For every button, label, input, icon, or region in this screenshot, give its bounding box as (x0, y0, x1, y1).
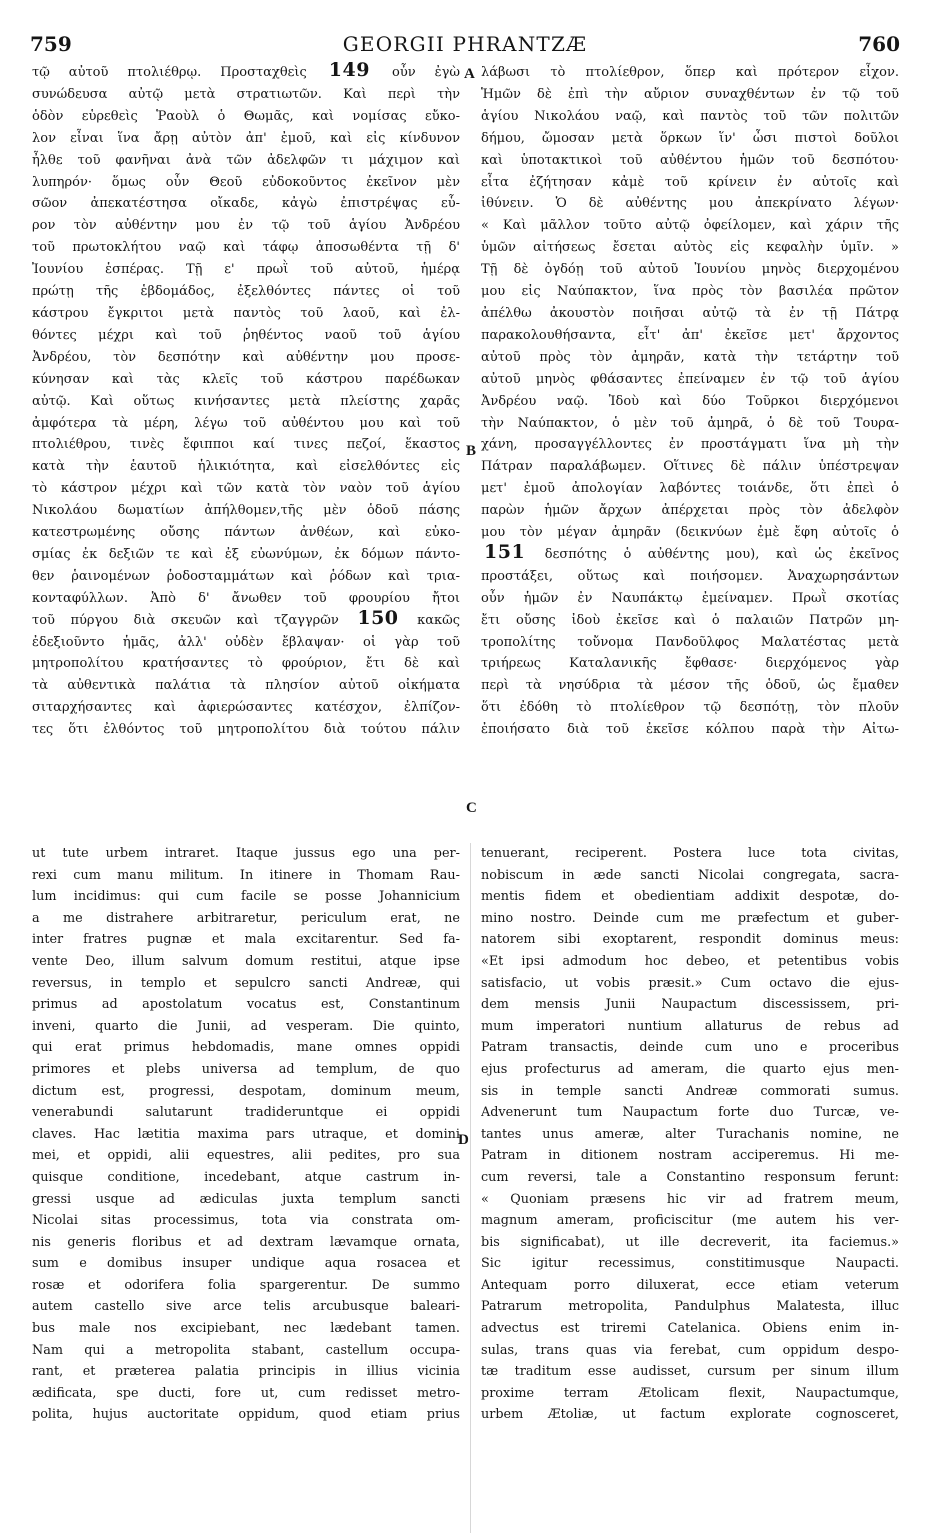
text-line: πτολιέθρου, τινὲς ἔφιπποι καί τινες πεζοί, ἕκαστος (32, 437, 460, 453)
text-line: urbem Ætoliæ, ut factum explorate cognosceret, (481, 1407, 899, 1423)
text-line: τοῦ πρωτοκλήτου ναῷ καὶ τάφῳ ἀποσωθέντα τῇ δ' (32, 240, 460, 256)
text-line: λάβωσι τὸ πτολίεθρον, ὅπερ καὶ πρότερον εἶχον. (481, 65, 899, 80)
text-line: rant, et præterea palatia principis in illius vicinia (32, 1364, 460, 1380)
latin-column-right (481, 843, 899, 1533)
text-line: primores et plebs universa ad templum, de quo (32, 1061, 460, 1077)
page-header (30, 32, 900, 58)
text-line: Nicolai sitas processimus, tota via constrata om- (32, 1213, 460, 1229)
text-line: dictum est, progressi, despotam, dominum meum, (32, 1083, 460, 1099)
right-page-number: 760 (858, 32, 900, 56)
text-line: ἀπέλθω ἀκουστὸν ποιῆσαι αὐτῷ τὰ ἐν τῇ Πάτρᾳ (481, 305, 899, 321)
text-line: ut tute urbem intraret. Itaque jussus ego una per- (32, 846, 460, 861)
text-line: Τῇ δὲ ὀγδόῃ τοῦ αὐτοῦ Ἰουνίου μηνὸς διερχομένου (481, 262, 899, 278)
text-line: natorem sibi exoptarent, respondit dominus meus: (481, 932, 899, 948)
text-line: 151 δεσπότης ὁ αὐθέντης μου), καὶ ὡς ἐκεῖνος (481, 544, 899, 566)
text-line: ὅτι ἐδόθη τὸ πτολίεθρον τῷ δεσπότῃ, τὸν πλοῦν (481, 700, 899, 716)
text-line: τροπολίτης τοὔνομα Πανδοῦλφος Μαλατέστας μετὰ (481, 634, 899, 650)
text-line: sis in temple sancti Andreæ commorati sumus. (481, 1083, 899, 1099)
text-line: συνώδευσα αὐτῷ μετὰ στρατιωτῶν. Καὶ περὶ τὴν (32, 86, 460, 102)
text-line: rosæ et odorifera folia spargerentur. De summo (32, 1277, 460, 1293)
latin-column-left (32, 843, 460, 1533)
left-page-number: 759 (30, 32, 72, 56)
text-line: σμίας ἐκ δεξιῶν τε καὶ ἐξ εὐωνύμων, ἐκ δόμων πάντο- (32, 546, 460, 562)
text-line: ædificata, spe ducti, fore ut, cum redisset metro- (32, 1385, 460, 1401)
text-line: τῷ αὐτοῦ πτολιέθρῳ. Προσταχθεὶς 149 οὖν ἐγὼ (32, 62, 460, 81)
text-line: καὶ ὑποτακτικοὶ τοῦ αὐθέντου ἡμῶν τοῦ δεσπότου· (481, 152, 899, 168)
text-line: σῶον ἀπεκατέστησα οἴκαδε, κἀγὼ ἐπιστρέψας εὗ- (32, 196, 460, 212)
text-line: tæ traditum esse audisset, cursum per sinum illum (481, 1364, 899, 1380)
margin-marker-b: B (466, 443, 477, 459)
section-number: 150 (357, 606, 399, 629)
text-line: ρον τὸν αὐθέντην μου ἐν τῷ τοῦ ἁγίου Ἀνδρέου (32, 218, 460, 234)
text-line: μητροπολίτου κρατήσαντες τὸ φρούριον, ἔτι δὲ καὶ (32, 656, 460, 672)
text-line: θόντες μέχρι καὶ τοῦ ῥηθέντος ναοῦ τοῦ ἁγίου (32, 327, 460, 343)
text-line: Sic igitur recessimus, constitimusque Naupacti. (481, 1256, 899, 1272)
text-line: nobiscum in æde sancti Nicolai congregata, sacra- (481, 867, 899, 883)
text-line: bis significabat), ut ille decreverit, ita faciemus.» (481, 1234, 899, 1250)
text-line: λυπηρόν· ὅμως οὖν Θεοῦ εὐδοκοῦντος ἐκεῖνον μὲν (32, 174, 460, 190)
text-line: tantes unus ameræ, alter Turachanis nomine, ne (481, 1126, 899, 1142)
text-line: venerabundi salutarunt tradideruntque ei oppidi (32, 1105, 460, 1121)
text-line: προστάξει, οὕτως καὶ ποιήσομεν. Ἀναχωρησάντων (481, 568, 899, 584)
section-number: 151 (484, 540, 526, 563)
text-line: primus ad apostolatum vocatus est, Constantinum (32, 997, 460, 1013)
text-line: gressi usque ad ædiculas juxta templum sancti (32, 1191, 460, 1207)
text-line: « Quoniam præsens hic vir ad fratrem meum, (481, 1191, 899, 1207)
text-line: Nam qui a metropolita stabant, castellum occupa- (32, 1342, 460, 1358)
text-line: μου τὸν μέγαν ἀμηρᾶν (δεικνύων ἐμὲ ἔφη αὐτοῖς ὁ (481, 525, 899, 541)
text-line: mei, et oppidi, alii equestres, alii pedites, pro sua (32, 1148, 460, 1164)
text-line: τριήρεως Καταλανικῆς ἔφθασε· διερχόμενος γὰρ (481, 656, 899, 672)
text-line: λον εἶναι ἵνα ἄρῃ αὐτὸν ἀπ' ἐμοῦ, καὶ εἰς κίνδυνον (32, 130, 460, 146)
text-line: Νικολάου δωματίων ἀπήλθομεν,τῆς μὲν ὁδοῦ πάσης (32, 503, 460, 519)
text-line: αὐτοῦ πρὸς τὸν ἀμηρᾶν, κατὰ τὴν τετάρτην τοῦ (481, 349, 899, 365)
text-line: τὸ κάστρον μέχρι καὶ τῶν κατὰ τὸν ναὸν τοῦ ἁγίου (32, 481, 460, 497)
section-number: 149 (328, 62, 370, 81)
text-line: Patrarum metropolita, Pandulphus Malatesta, illuc (481, 1299, 899, 1315)
text-line: κάστρου ἔγκριτοι μετὰ παντὸς τοῦ λαοῦ, καὶ ἐλ- (32, 305, 460, 321)
margin-marker-c: C (466, 800, 477, 816)
text-line: τὰ αὐθεντικὰ παλάτια τὰ πλησίον αὐτοῦ οἰκήματα (32, 678, 460, 694)
greek-column-left (32, 62, 460, 832)
text-line: a me distrahere arbitraretur, periculum erat, ne (32, 910, 460, 926)
text-line: Patram in ditionem nostram acciperemus. Hi me- (481, 1148, 899, 1164)
text-line: sulas, trans quas via ferebat, cum oppidum despo- (481, 1342, 899, 1358)
text-line: παρακολουθήσαντα, εἶτ' ἀπ' ἐκεῖσε μετ' ἄρχοντος (481, 327, 899, 343)
text-line: θεν ῥαινομένων ῥοδοσταμμάτων καὶ ῥόδων καὶ τρια- (32, 568, 460, 584)
text-line: magnum ameram, proficiscitur (me autem his ver- (481, 1213, 899, 1229)
text-line: μου εἰς Ναύπακτον, ἵνα πρὸς τὸν βασιλέα πρῶτον (481, 284, 899, 300)
text-line: mum imperatori nuntium allaturus de rebus ad (481, 1018, 899, 1034)
margin-marker-a: A (464, 66, 475, 82)
text-line: Ἀνδρέου ναῷ. Ἰδοὺ καὶ δύο Τοῦρκοι διερχόμενοι (481, 393, 899, 409)
text-line: κατεστρωμένης οὔσης πάντων ἀνθέων, καὶ εὐκο- (32, 525, 460, 541)
text-line: dem mensis Junii Naupactum discessissem, pri- (481, 997, 899, 1013)
text-line: τες ὅτι ἐλθόντος τοῦ μητροπολίτου διὰ τούτου πάλιν (32, 722, 460, 738)
text-line: sum e domibus insuper undique aqua rosacea et (32, 1256, 460, 1272)
text-line: ἰθύνειν. Ὁ δὲ αὐθέντης μου ἀπεκρίνατο λέγων· (481, 196, 899, 212)
text-line: « Καὶ μᾶλλον τοῦτο αὐτῷ ὀφείλομεν, καὶ χάριν τῆς (481, 218, 899, 234)
text-line: ἐποιήσατο διὰ τοῦ ἐκεῖσε κόλπου παρὰ τὴν Αἰτω- (481, 722, 899, 738)
text-line: χάνη, προσαγγέλλοντες ἐν προστάγματι ἵνα μὴ τὴν (481, 437, 899, 453)
text-line: bus male nos excipiebant, nec lædebant tamen. (32, 1321, 460, 1337)
text-line: cum reversi, tale a Constantino responsum ferunt: (481, 1169, 899, 1185)
text-line: lum incidimus: qui cum facile se posse Johannicium (32, 889, 460, 905)
text-line: qui erat primus hebdomadis, mane omnes oppidi (32, 1040, 460, 1056)
text-line: ejus profecturus ad ameram, die quarto ejus men- (481, 1061, 899, 1077)
text-line: inveni, quarto die Junii, ad vesperam. Die quinto, (32, 1018, 460, 1034)
text-line: ἐδεξιοῦντο ἡμᾶς, ἀλλ' οὐδὲν ἔβλαψαν· οἱ γὰρ τοῦ (32, 634, 460, 650)
text-line: «Et ipsi admodum hoc debeo, et petentibus vobis (481, 953, 899, 969)
text-line: τὴν Ναύπακτον, ὁ μὲν τοῦ ἀμηρᾶ, ὁ δὲ τοῦ Τουρα- (481, 415, 899, 431)
text-line: αὐτῷ. Καὶ οὕτως κινήσαντες μετὰ πλείστης χαρᾶς (32, 393, 460, 409)
text-line: rexi cum manu militum. In itinere in Thomam Rau- (32, 867, 460, 883)
text-line: mino nostro. Deinde cum me præfectum et guber- (481, 910, 899, 926)
text-line: Advenerunt tum Naupactum forte duo Turcæ, ve- (481, 1105, 899, 1121)
text-line: reversus, in templo et sepulcro sancti Andreæ, qui (32, 975, 460, 991)
text-line: inter fratres pugnæ et mala excitarentur. Sed fa- (32, 932, 460, 948)
text-line: autem castello sive arce telis arcubusque baleari- (32, 1299, 460, 1315)
text-line: tenuerant, reciperent. Postera luce tota civitas, (481, 846, 899, 861)
text-line: vente Deo, illum salvum domum restitui, atque ipse (32, 953, 460, 969)
text-line: Patram transactis, deinde cum uno e proceribus (481, 1040, 899, 1056)
text-line: Antequam porro diluxerat, ecce etiam veterum (481, 1277, 899, 1293)
text-line: κονταφύλλων. Ἀπὸ δ' ἄνωθεν τοῦ φρουρίου ἤτοι (32, 590, 460, 606)
text-line: ἀμφότερα τὰ μέρη, λέγω τοῦ αὐθέντου μου καὶ τοῦ (32, 415, 460, 431)
running-title: GEORGII PHRANTZÆ (342, 32, 588, 56)
text-line: κατὰ τὴν ἑαυτοῦ ἡλικιότητα, καὶ εἰσελθόντες εἰς (32, 459, 460, 475)
text-line: σιταρχήσαντες καὶ ἀφιερώσαντες κατέσχον, ἐλπίζον- (32, 700, 460, 716)
text-line: παρὼν ἡμῶν ἄρχων ἀπέρχεται πρὸς τὸν ἀδελφὸν (481, 503, 899, 519)
text-line: οὖν ἡμῶν ἐν Ναυπάκτῳ ἐμείναμεν. Πρωῒ σκοτίας (481, 590, 899, 606)
text-line: Ἡμῶν δὲ ἐπὶ τὴν αὔριον συναχθέντων ἐν τῷ τοῦ (481, 86, 899, 102)
text-line: εἶτα ἐζήτησαν κἀμὲ τοῦ κρίνειν ἐν αὐτοῖς καὶ (481, 174, 899, 190)
text-line: ὑμῶν αἰτήσεως ἔσεται αὐτὸς εἰς κεφαλὴν ὑμῖν. » (481, 240, 899, 256)
text-line: αὐτοῦ μηνὸς φθάσαντες ἐπείναμεν ἐν τῷ τοῦ ἁγίου (481, 371, 899, 387)
text-line: μετ' ἐμοῦ ἀπολογίαν λαβόντες τοιάνδε, ὅτι ἐπεὶ ὁ (481, 481, 899, 497)
text-line: τοῦ πύργου διὰ σκευῶν καὶ τζαγγρῶν 150 κακῶς (32, 606, 460, 629)
text-line: advectus est triremi Catelanica. Obiens enim in- (481, 1321, 899, 1337)
text-line: polita, hujus auctoritate oppidum, quod etiam prius (32, 1407, 460, 1423)
text-line: satisfacio, ut vobis præsit.» Cum octavo die ejus- (481, 975, 899, 991)
column-divider (470, 843, 471, 1533)
text-line: claves. Hac lætitia maxima pars utraque, et domini (32, 1126, 460, 1142)
text-line: ὁδὸν εὑρεθεὶς Ῥαοὺλ ὁ Θωμᾶς, καὶ νομίσας εὔκο- (32, 108, 460, 124)
text-line: Ἀνδρέου, τὸν δεσπότην καὶ αὐθέντην μου προσε- (32, 349, 460, 365)
greek-column-right (481, 62, 899, 832)
text-line: δήμου, ὤμοσαν μετὰ ὅρκων ἵν' ὦσι πιστοὶ δοῦλοι (481, 130, 899, 146)
text-line: ἁγίου Νικολάου ναῷ, καὶ παντὸς τοῦ τῶν πολιτῶν (481, 108, 899, 124)
text-line: πρώτῃ τῆς ἑβδομάδος, ἐξελθόντες πάντες οἱ τοῦ (32, 284, 460, 300)
margin-marker-d: D (458, 1132, 469, 1148)
text-line: ἔτι οὔσης ἰδοὺ ἐκεῖσε καὶ ὁ παλαιῶν Πατρῶν μη- (481, 612, 899, 628)
text-line: Πάτραν παραλάβωμεν. Οἵτινες δὲ πάλιν ὑπέστρεψαν (481, 459, 899, 475)
text-line: Ἰουνίου ἑσπέρας. Τῇ ε' πρωῒ τοῦ αὐτοῦ, ἡμέρᾳ (32, 262, 460, 278)
text-line: ἦλθε τοῦ φανῆναι ἀνὰ τῶν ἀδελφῶν τι μάχιμον καὶ (32, 152, 460, 168)
text-line: περὶ τὰ νησύδρια τὰ μέσον τῆς ὁδοῦ, ὡς ἔμαθεν (481, 678, 899, 694)
text-line: quisque conditione, incedebant, atque castrum in- (32, 1169, 460, 1185)
text-line: nis generis floribus et ad dextram lævamque ornata, (32, 1234, 460, 1250)
text-line: κύνησαν καὶ τὰς κλεῖς τοῦ κάστρου παρέδωκαν (32, 371, 460, 387)
text-line: mentis fidem et obedientiam addixit despotæ, do- (481, 889, 899, 905)
text-line: proxime terram Ætolicam flexit, Naupactumque, (481, 1385, 899, 1401)
